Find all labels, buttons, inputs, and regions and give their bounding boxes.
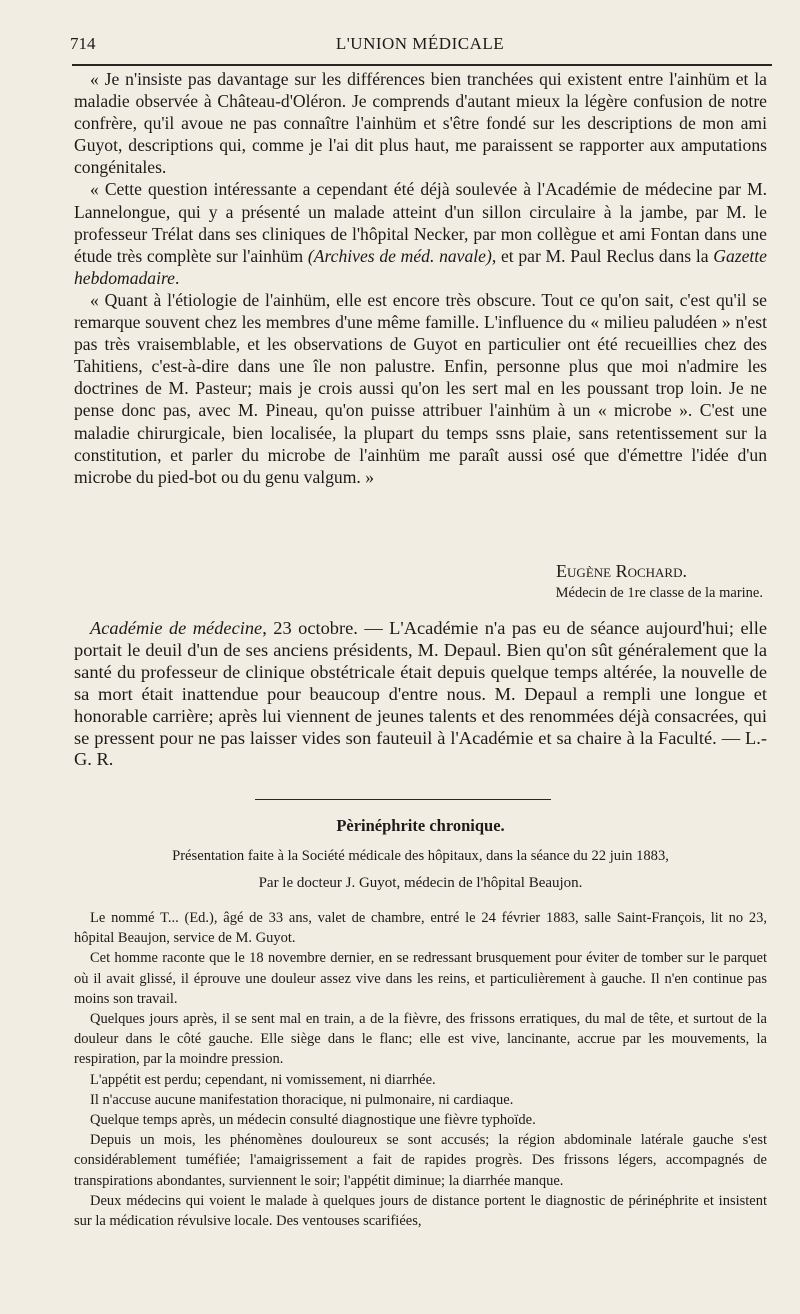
paragraph: Académie de médecine, 23 octobre. — L'Académie n'a pas eu de séance aujourd'hui; elle portait le deuil d'un de ses anciens présidents, M. Depaul. Bien qu'on sût généralement que la santé du professeur de clinique obstétricale était depuis quelque temps altérée, la nouvelle de sa mort était inattendue pour beaucoup d'entre nous. M. Depaul a rempli une longue et honorable carrière; après lui viennent de jeunes talents et des renommées déjà consacrées, qui se pressent pour ne pas laisser vides son fauteuil à l'Académie et sa chaire à la Faculté. — L.-G. R. — [74, 618, 767, 770]
paragraph: Deux médecins qui voient le malade à quelques jours de distance portent le diagnostic de périnéphrite et insistent sur la médication révulsive locale. Des ventouses scarifiées, — [74, 1192, 767, 1230]
running-header — [70, 34, 770, 62]
paragraph: Il n'accuse aucune manifestation thoracique, ni pulmonaire, ni cardiaque. — [90, 1091, 514, 1108]
paragraph: Quelques jours après, il se sent mal en train, a de la fièvre, des frissons erratiques, du mal de tête, et surtout de la douleur dans le côté gauche. Elle siège dans le flanc; elle est vive, lancinante, accrue par les mouvements, la respiration, par la moindre pression. — [74, 1011, 767, 1068]
paragraph: « Je n'insiste pas davantage sur les différences bien tranchées qui existent entre l'ainhüm et la maladie observée à Château-d'Oléron. Je comprends d'autant mieux la légère confusion de notre confrère, qu'il avoue ne pas connaître l'ainhüm et s'être fondé sur les descriptions de mon ami Guyot, descriptions qui, comme je l'ai dit plus haut, me paraissent se rapporter aux amputations congénitales. — [74, 69, 767, 178]
header-rule — [72, 64, 772, 66]
paragraph: L'appétit est perdu; cependant, ni vomissement, ni diarrhée. — [90, 1071, 436, 1088]
page-number: 714 — [70, 34, 96, 53]
academie-lead: Académie de médecine — [90, 618, 263, 638]
letter-body — [74, 68, 767, 488]
section-divider — [255, 799, 551, 800]
paragraph: Le nommé T... (Ed.), âgé de 33 ans, valet de chambre, entré le 24 février 1883, salle Saint-François, lit no 23, hôpital Beaujon, service de M. Guyot. — [74, 910, 767, 947]
citation-archives: (Archives de méd. navale) — [307, 245, 492, 266]
signature-name: Eugène Rochard. — [556, 561, 687, 581]
case-report — [74, 908, 767, 1231]
academie-note — [74, 618, 767, 771]
paragraph: Depuis un mois, les phénomènes douloureux se sont accusés; la région abdominale latérale gauche s'est considérablement tuméfiée; l'amaigrissement a fait de rapides progrès. Des frissons légers, accompagnés de transpirations abondantes, surviennent le soir; l'appétit diminue; la diarrhée manque. — [74, 1132, 767, 1189]
section-subtitle: Présentation faite à la Société médicale des hôpitaux, dans la séance du 22 juin 1883, — [172, 848, 669, 864]
paragraph: Cet homme raconte que le 18 novembre dernier, en se redressant brusquement pour éviter de tomber sur le parquet où il avait glissé, il éprouve une douleur assez vive dans les reins, et particulièrement à gauche. Il n'en continue pas moins son travail. — [74, 950, 767, 1007]
running-title: L'UNION MÉDICALE — [335, 34, 505, 53]
paragraph: « Cette question intéressante a cependant été déjà soulevée à l'Académie de médecine par M. Lannelongue, qui y a présenté un malade atteint d'un sillon circulaire à la jambe, par M. le professeur Trélat dans ses cliniques de l'hôpital Necker, par mon collègue et ami Fontan dans une étude très complète sur l'ainhüm (Archives de méd. navale), et par M. Paul Reclus dans la Gazette hebdomadaire. — [74, 179, 767, 288]
paragraph: Quelque temps après, un médecin consulté diagnostique une fièvre typhoïde. — [90, 1112, 536, 1129]
citation-gazette: Gazette hebdomadaire — [74, 245, 767, 288]
section-title: Pèrinéphrite chronique. — [336, 816, 505, 835]
signature-title: Médecin de 1re classe de la marine. — [555, 585, 763, 601]
section-byline: Par le docteur J. Guyot, médecin de l'hôpital Beaujon. — [258, 875, 583, 891]
paragraph: « Quant à l'étiologie de l'ainhüm, elle est encore très obscure. Tout ce qu'on sait, c'est qu'il se remarque souvent chez les membres d'une même famille. L'influence du « milieu paludéen » n'est pas très vraisemblable, et les observations de Guyot en particulier ont été recueillies chez des Tahitiens, c'est-à-dire dans une île non palustre. Enfin, personne plus que moi n'admire les doctrines de M. Pasteur; mais je crois aussi qu'on les sert mal en les poussant trop loin. Je ne pense donc pas, avec M. Pineau, qu'on puisse attribuer l'ainhüm à un « microbe ». C'est une maladie chirurgicale, bien localisée, la plupart du temps ssns plaie, sans retentissement sur la constitution, et parler du microbe de l'ainhüm me paraît aussi osé que d'émettre l'idée d'un microbe du pied-bot ou du genu valgum. » — [74, 289, 767, 487]
